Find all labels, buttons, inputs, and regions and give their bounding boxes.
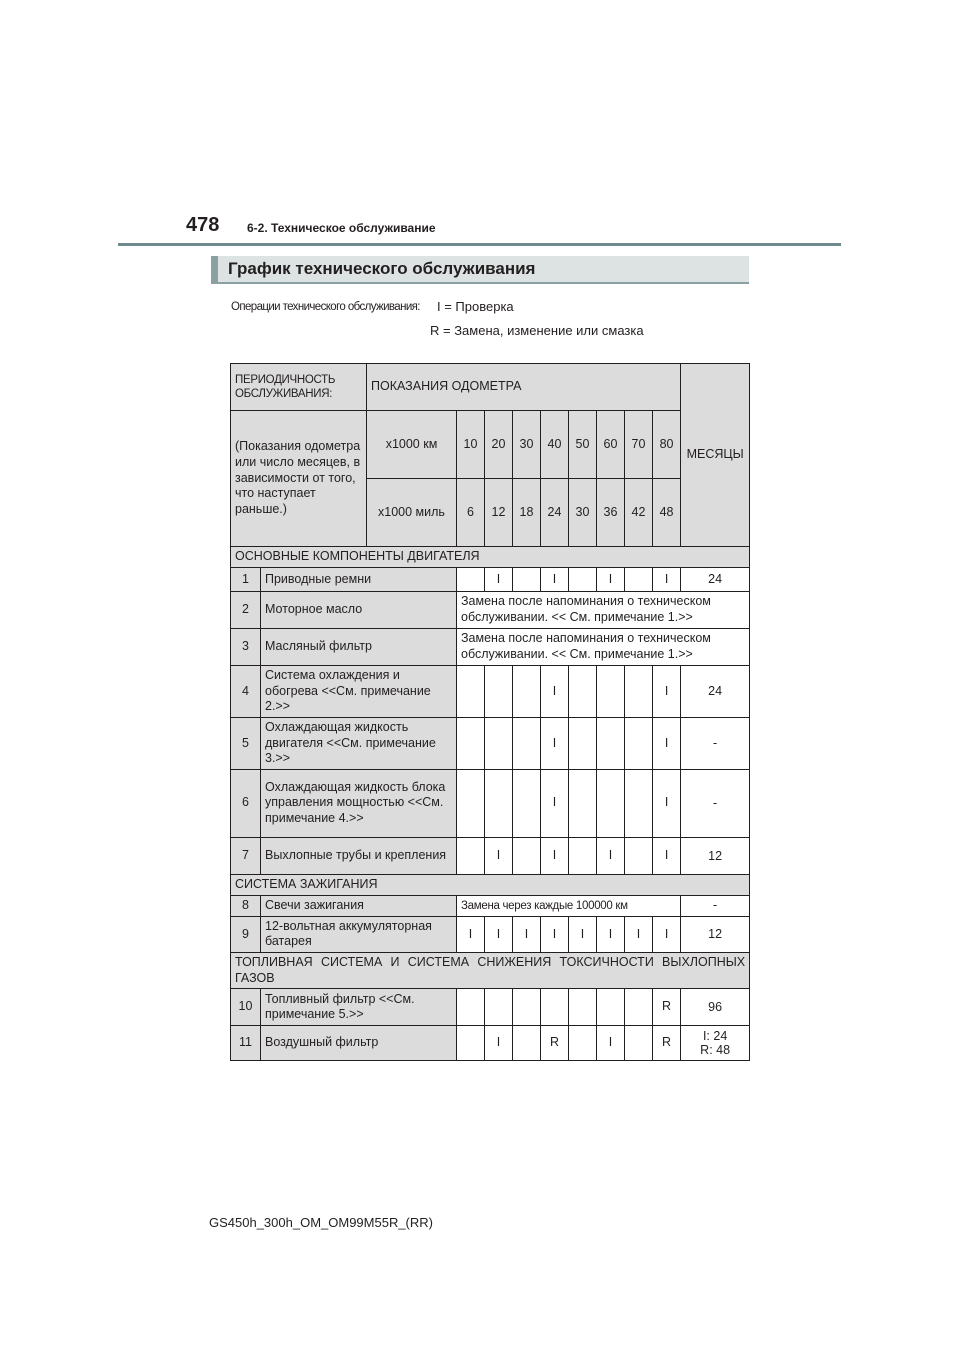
km-value: 80 [653, 411, 681, 479]
schedule-cell [457, 837, 485, 874]
item-name: Свечи зажигания [261, 895, 457, 916]
item-name: Система охлаждения и обогрева <<См. примечание 2.>> [261, 666, 457, 718]
section-header-row [231, 874, 750, 895]
km-label: x1000 км [367, 411, 457, 479]
table-row [231, 769, 750, 837]
months-label: МЕСЯЦЫ [681, 364, 750, 547]
months-value: - [681, 717, 750, 769]
months-value: - [681, 895, 750, 916]
months-value: I: 24 R: 48 [681, 1026, 750, 1061]
schedule-cell: I [541, 717, 569, 769]
section-header-row [231, 547, 750, 568]
section-header: СИСТЕМА ЗАЖИГАНИЯ [231, 874, 750, 895]
item-name: Охлаждающая жидкость двигателя <<См. примечание 3.>> [261, 717, 457, 769]
table-row [231, 837, 750, 874]
section-header: ТОПЛИВНАЯ СИСТЕМА И СИСТЕМА СНИЖЕНИЯ ТОКСИЧНОСТИ ВЫХЛОПНЫХ ГАЗОВ [231, 953, 750, 989]
table-row [231, 568, 750, 592]
schedule-cell [597, 666, 625, 718]
schedule-cell: I [625, 916, 653, 952]
schedule-cell: I [541, 666, 569, 718]
item-number: 8 [231, 895, 261, 916]
item-name: Приводные ремни [261, 568, 457, 592]
page-title: График технического обслуживания [228, 259, 536, 278]
page-title-bar [211, 256, 749, 284]
miles-value: 12 [485, 479, 513, 547]
schedule-cell [513, 717, 541, 769]
item-note: Замена после напоминания о техническом обслуживании. << См. примечание 1.>> [457, 629, 750, 666]
maintenance-schedule-table [230, 363, 750, 1061]
km-value: 20 [485, 411, 513, 479]
schedule-cell [569, 769, 597, 837]
table-row [231, 666, 750, 718]
schedule-cell: I [541, 568, 569, 592]
item-number: 1 [231, 568, 261, 592]
schedule-cell [569, 666, 597, 718]
interval-note: (Показания одометра или число месяцев, в зависимости от того, что наступает раньше.) [231, 411, 367, 547]
schedule-cell: I [541, 769, 569, 837]
section-title: 6-2. Техническое обслуживание [247, 221, 436, 235]
schedule-cell [485, 717, 513, 769]
km-value: 50 [569, 411, 597, 479]
legend-label: Операции технического обслуживания: [231, 301, 420, 313]
item-name: Охлаждающая жидкость блока управления мощностью <<См. примечание 4.>> [261, 769, 457, 837]
document-code: GS450h_300h_OM_OM99M55R_(RR) [209, 1215, 433, 1230]
item-number: 9 [231, 916, 261, 952]
schedule-body [231, 364, 750, 1061]
months-value: 12 [681, 837, 750, 874]
schedule-cell [513, 989, 541, 1026]
item-number: 6 [231, 769, 261, 837]
schedule-cell: I [457, 916, 485, 952]
interval-label: ПЕРИОДИЧНОСТЬ ОБСЛУЖИВАНИЯ: [231, 364, 367, 411]
schedule-cell [457, 717, 485, 769]
schedule-cell: I [485, 1026, 513, 1061]
miles-value: 6 [457, 479, 485, 547]
schedule-cell: I [541, 916, 569, 952]
schedule-cell: I [513, 916, 541, 952]
schedule-cell: I [597, 916, 625, 952]
item-name: Выхлопные трубы и крепления [261, 837, 457, 874]
schedule-cell: I [653, 717, 681, 769]
schedule-cell: I [485, 837, 513, 874]
miles-value: 48 [653, 479, 681, 547]
schedule-cell: I [569, 916, 597, 952]
table-row [231, 717, 750, 769]
schedule-cell [569, 989, 597, 1026]
months-value: - [681, 769, 750, 837]
schedule-cell [625, 666, 653, 718]
item-name: 12-вольтная аккумуляторная батарея [261, 916, 457, 952]
item-number: 3 [231, 629, 261, 666]
km-value: 10 [457, 411, 485, 479]
schedule-cell [457, 568, 485, 592]
km-value: 70 [625, 411, 653, 479]
km-value: 60 [597, 411, 625, 479]
schedule-cell: I [485, 568, 513, 592]
table-row [231, 629, 750, 666]
schedule-cell [457, 666, 485, 718]
item-name: Воздушный фильтр [261, 1026, 457, 1061]
schedule-cell [625, 769, 653, 837]
schedule-cell [597, 769, 625, 837]
miles-value: 30 [569, 479, 597, 547]
schedule-cell [485, 769, 513, 837]
schedule-cell: I [653, 568, 681, 592]
schedule-cell: I [653, 837, 681, 874]
schedule-cell [485, 989, 513, 1026]
item-name: Масляный фильтр [261, 629, 457, 666]
table-row [231, 592, 750, 629]
header-rule [118, 243, 841, 246]
months-value: 24 [681, 568, 750, 592]
item-name: Топливный фильтр <<См. примечание 5.>> [261, 989, 457, 1026]
item-note: Замена через каждые 100000 км [457, 895, 681, 916]
table-row [231, 1026, 750, 1061]
months-value: 96 [681, 989, 750, 1026]
schedule-cell: I [653, 769, 681, 837]
schedule-cell [625, 837, 653, 874]
item-note: Замена после напоминания о техническом обслуживании. << См. примечание 1.>> [457, 592, 750, 629]
miles-value: 18 [513, 479, 541, 547]
months-value: 12 [681, 916, 750, 952]
schedule-cell [513, 837, 541, 874]
table-row [231, 916, 750, 952]
section-header-row [231, 953, 750, 989]
item-number: 5 [231, 717, 261, 769]
legend-replace: R = Замена, изменение или смазка [430, 323, 644, 338]
schedule-cell [597, 717, 625, 769]
miles-label: x1000 миль [367, 479, 457, 547]
item-number: 10 [231, 989, 261, 1026]
schedule-cell: I [485, 916, 513, 952]
schedule-cell [513, 568, 541, 592]
section-header: ОСНОВНЫЕ КОМПОНЕНТЫ ДВИГАТЕЛЯ [231, 547, 750, 568]
legend-inspect: I = Проверка [437, 299, 514, 314]
miles-value: 42 [625, 479, 653, 547]
schedule-cell: R [653, 989, 681, 1026]
schedule-cell [513, 1026, 541, 1061]
schedule-cell [625, 1026, 653, 1061]
schedule-cell [541, 989, 569, 1026]
schedule-cell [569, 1026, 597, 1061]
schedule-cell [625, 989, 653, 1026]
item-number: 2 [231, 592, 261, 629]
km-value: 40 [541, 411, 569, 479]
header-row [231, 364, 750, 411]
schedule-cell [597, 989, 625, 1026]
km-row [231, 411, 750, 479]
item-number: 7 [231, 837, 261, 874]
schedule-cell [513, 666, 541, 718]
page-number: 478 [186, 214, 220, 236]
schedule-cell: R [541, 1026, 569, 1061]
schedule-cell [569, 837, 597, 874]
schedule-cell [513, 769, 541, 837]
schedule-cell [569, 568, 597, 592]
schedule-cell [625, 717, 653, 769]
schedule-cell: I [597, 837, 625, 874]
schedule-cell: I [541, 837, 569, 874]
schedule-cell: I [653, 916, 681, 952]
schedule-cell [485, 666, 513, 718]
item-number: 11 [231, 1026, 261, 1061]
schedule-cell: R [653, 1026, 681, 1061]
schedule-cell: I [653, 666, 681, 718]
schedule-cell [625, 568, 653, 592]
miles-value: 36 [597, 479, 625, 547]
schedule-cell [457, 989, 485, 1026]
miles-value: 24 [541, 479, 569, 547]
schedule-cell [457, 1026, 485, 1061]
odometer-label: ПОКАЗАНИЯ ОДОМЕТРА [367, 364, 681, 411]
table-row [231, 895, 750, 916]
table-row [231, 989, 750, 1026]
months-value: 24 [681, 666, 750, 718]
item-name: Моторное масло [261, 592, 457, 629]
item-number: 4 [231, 666, 261, 718]
schedule-cell: I [597, 568, 625, 592]
km-value: 30 [513, 411, 541, 479]
schedule-cell: I [597, 1026, 625, 1061]
schedule-cell [457, 769, 485, 837]
schedule-cell [569, 717, 597, 769]
